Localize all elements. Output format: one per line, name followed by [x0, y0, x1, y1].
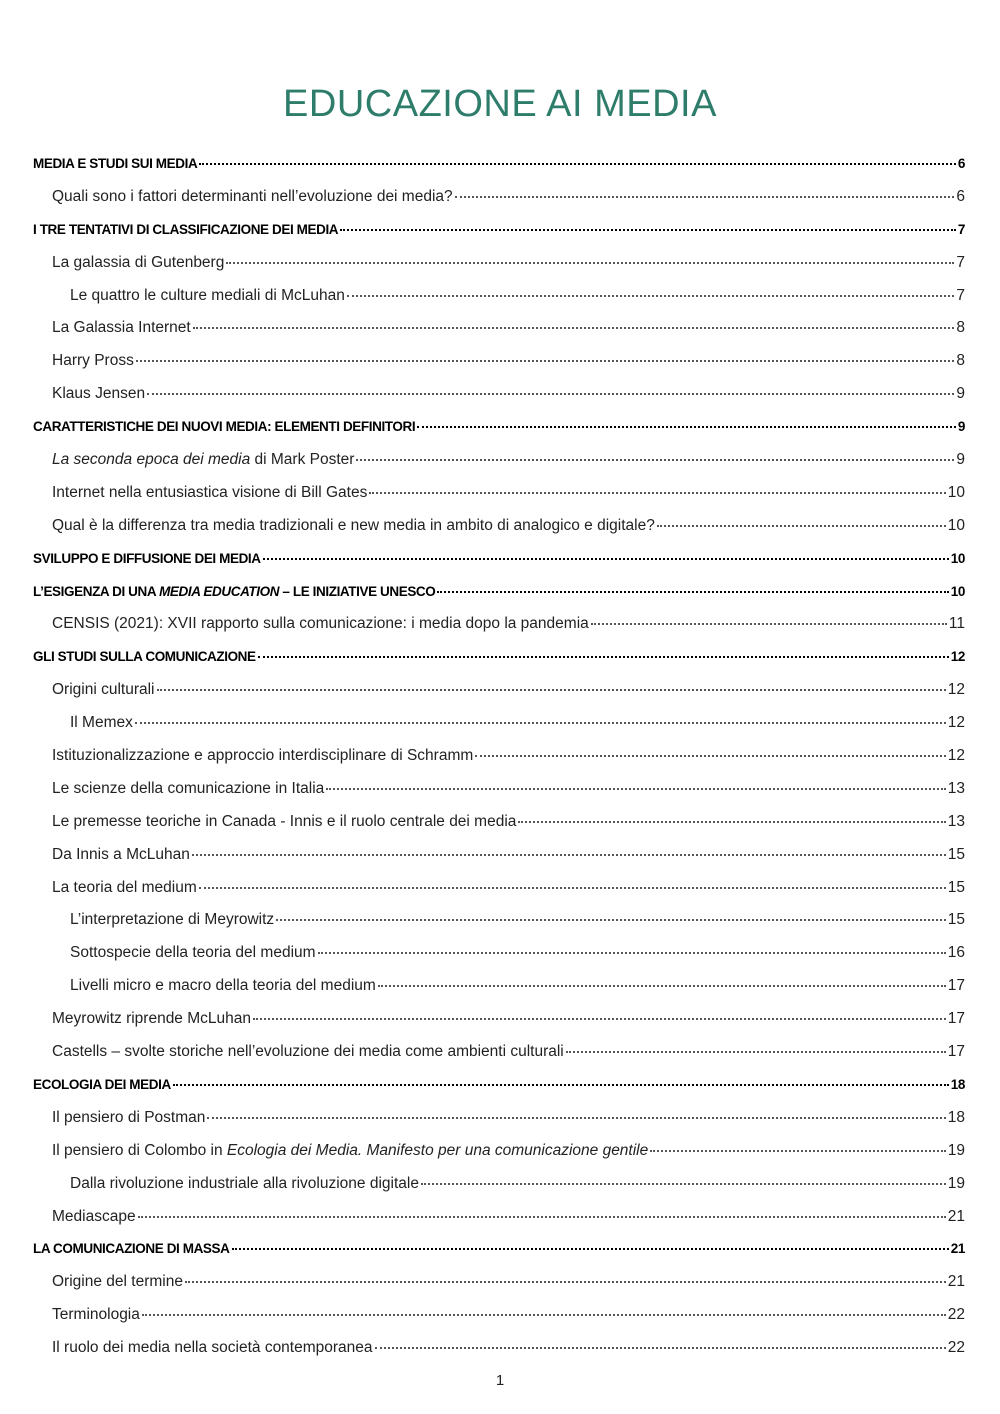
toc-entry-title: Le scienze della comunicazione in Italia: [52, 779, 325, 797]
toc-entry-level-1[interactable]: [33, 641, 965, 674]
toc-entry-level-1[interactable]: [33, 411, 965, 444]
toc-entry-level-1[interactable]: [33, 214, 965, 247]
toc-entry-page: 7: [957, 221, 965, 237]
toc-entry-page: 12: [947, 681, 965, 699]
toc-entry-page: 7: [956, 286, 965, 304]
toc-entry-title: Origini culturali: [52, 681, 155, 699]
toc-entry-level-1[interactable]: [33, 576, 965, 609]
toc-dot-leader: [136, 345, 955, 362]
toc-entry-page: 18: [947, 1108, 965, 1126]
toc-entry-level-3[interactable]: [33, 1168, 965, 1201]
toc-entry-page: 22: [947, 1339, 965, 1357]
toc-entry-page: 16: [947, 944, 965, 962]
toc-dot-leader: [437, 577, 948, 593]
toc-entry-page: 10: [950, 550, 965, 566]
toc-entry-title-rest: – LE INIZIATIVE UNESCO: [279, 583, 436, 599]
toc-entry-page: 21: [947, 1207, 965, 1225]
toc-entry-title: Il ruolo dei media nella società contemporanea: [52, 1339, 373, 1357]
toc-entry-page: 19: [947, 1174, 965, 1192]
toc-dot-leader: [657, 510, 946, 527]
toc-entry-page: 12: [947, 714, 965, 732]
toc-entry-title: Sottospecie della teoria del medium: [70, 944, 316, 962]
toc-entry-title: CARATTERISTICHE DEI NUOVI MEDIA: ELEMENTI DEFINITORI: [33, 419, 416, 435]
toc-entry-title: Istituzionalizzazione e approccio interdisciplinare di Schramm: [52, 747, 474, 765]
toc-entry-title: Internet nella entusiastica visione di Bill Gates: [52, 483, 368, 501]
toc-entry-level-2[interactable]: [33, 444, 965, 477]
toc-dot-leader: [185, 1266, 946, 1283]
toc-dot-leader: [369, 477, 945, 494]
toc-dot-leader: [142, 1299, 946, 1316]
toc-entry-page: 17: [947, 1043, 965, 1061]
toc-entry-page: 8: [956, 352, 965, 370]
toc-entry-level-2[interactable]: [33, 477, 965, 510]
toc-dot-leader: [199, 150, 956, 166]
toc-dot-leader: [253, 1003, 946, 1020]
toc-dot-leader: [138, 1201, 946, 1218]
toc-entry-title: Quali sono i fattori determinanti nell’evoluzione dei media?: [52, 187, 453, 205]
toc-entry-page: 19: [947, 1141, 965, 1159]
toc-dot-leader: [263, 544, 949, 560]
toc-entry-page: 17: [947, 977, 965, 995]
toc-entry-level-2[interactable]: [33, 510, 965, 543]
toc-dot-leader: [135, 707, 946, 724]
toc-dot-leader: [276, 904, 946, 921]
toc-dot-leader: [232, 1235, 949, 1251]
toc-dot-leader: [199, 872, 946, 889]
toc-dot-leader: [207, 1102, 945, 1119]
toc-entry-level-3[interactable]: [33, 970, 965, 1003]
toc-dot-leader: [226, 247, 954, 264]
toc-entry-level-2[interactable]: [33, 806, 965, 839]
toc-entry-page: 7: [956, 253, 965, 271]
toc-entry-title-start: Il pensiero di Colombo in: [52, 1141, 227, 1159]
toc-entry-page: 8: [956, 319, 965, 337]
toc-entry-level-2[interactable]: [33, 1201, 965, 1234]
page-number: 1: [495, 1372, 505, 1389]
toc-dot-leader: [417, 413, 956, 429]
toc-entry-level-2[interactable]: [33, 674, 965, 707]
toc-entry-level-2[interactable]: [33, 1332, 965, 1365]
toc-entry-page: 21: [950, 1241, 965, 1257]
toc-entry-title: [52, 444, 354, 477]
toc-entry-title: Le quattro le culture mediali di McLuhan: [70, 286, 345, 304]
toc-entry-page: 10: [950, 583, 965, 599]
toc-entry-title: MEDIA E STUDI SUI MEDIA: [33, 156, 198, 171]
toc-entry-page: 12: [950, 649, 965, 665]
toc-dot-leader: [347, 280, 955, 297]
toc-entry-title: SVILUPPO E DIFFUSIONE DEI MEDIA: [33, 550, 261, 566]
toc-entry-title: GLI STUDI SULLA COMUNICAZIONE: [33, 649, 256, 665]
toc-entry-page: 13: [947, 812, 965, 830]
toc-dot-leader: [340, 215, 956, 231]
toc-entry-level-3[interactable]: [33, 937, 965, 970]
toc-entry-level-2[interactable]: [33, 1102, 965, 1135]
toc-dot-leader: [566, 1036, 946, 1053]
toc-entry-title: L’interpretazione di Meyrowitz: [70, 911, 275, 929]
toc-entry-level-2[interactable]: [33, 345, 965, 378]
toc-entry-title: [33, 576, 435, 609]
toc-entry-level-2[interactable]: [33, 872, 965, 905]
toc-dot-leader: [318, 937, 946, 954]
toc-entry-page: 22: [947, 1306, 965, 1324]
toc-entry-level-1[interactable]: [33, 543, 965, 576]
toc-entry-level-2[interactable]: [33, 378, 965, 411]
toc-entry-title: Mediascape: [52, 1207, 136, 1225]
toc-entry-level-1[interactable]: [33, 1069, 965, 1102]
table-of-contents: [33, 148, 965, 1365]
toc-dot-leader: [650, 1135, 946, 1152]
document-title: EDUCAZIONE AI MEDIA: [283, 83, 717, 126]
toc-entry-page: 6: [956, 187, 965, 205]
toc-dot-leader: [192, 839, 946, 856]
toc-entry-level-2[interactable]: [33, 247, 965, 280]
toc-entry-title-rest: di Mark Poster: [250, 451, 355, 469]
toc-entry-title: Origine del termine: [52, 1273, 183, 1291]
toc-entry-title-italic: La seconda epoca dei media: [52, 451, 251, 469]
toc-entry-title: La Galassia Internet: [52, 319, 191, 337]
toc-entry-title: Qual è la differenza tra media tradizionali e new media in ambito di analogico e digitale?: [52, 516, 655, 534]
toc-entry-page: 17: [947, 1010, 965, 1028]
toc-entry-page: 9: [957, 419, 965, 435]
toc-entry-level-1[interactable]: [33, 148, 965, 181]
toc-entry-page: 15: [947, 911, 965, 929]
toc-dot-leader: [375, 1332, 946, 1349]
toc-entry-level-2[interactable]: [33, 1036, 965, 1069]
toc-entry-title: Klaus Jensen: [52, 385, 146, 403]
toc-entry-title-start: L’ESIGENZA DI UNA: [33, 583, 160, 599]
toc-entry-level-2[interactable]: [33, 1135, 965, 1168]
toc-dot-leader: [421, 1168, 946, 1185]
toc-entry-title: Harry Pross: [52, 352, 134, 370]
toc-entry-level-2[interactable]: [33, 839, 965, 872]
toc-entry-level-2[interactable]: [33, 1003, 965, 1036]
toc-dot-leader: [193, 312, 955, 329]
toc-dot-leader: [173, 1070, 949, 1086]
toc-dot-leader: [518, 806, 945, 823]
toc-entry-page: 15: [947, 878, 965, 896]
toc-entry-level-2[interactable]: [33, 1266, 965, 1299]
toc-entry-page: 12: [947, 747, 965, 765]
toc-entry-page: 21: [947, 1273, 965, 1291]
toc-dot-leader: [157, 674, 946, 691]
toc-entry-title: I TRE TENTATIVI DI CLASSIFICAZIONE DEI MEDIA: [33, 221, 339, 237]
toc-entry-title: Il Memex: [70, 714, 133, 732]
toc-entry-page: 9: [956, 385, 965, 403]
toc-entry-title: LA COMUNICAZIONE DI MASSA: [33, 1241, 230, 1257]
toc-entry-title: Dalla rivoluzione industriale alla rivoluzione digitale: [70, 1174, 419, 1192]
toc-dot-leader: [378, 970, 946, 987]
toc-entry-title: ECOLOGIA DEI MEDIA: [33, 1076, 171, 1092]
toc-dot-leader: [591, 608, 947, 625]
toc-entry-title: La teoria del medium: [52, 878, 197, 896]
toc-entry-title-italic: MEDIA EDUCATION: [159, 583, 280, 599]
toc-entry-page: 9: [956, 451, 965, 469]
toc-entry-level-2[interactable]: [33, 312, 965, 345]
toc-entry-title: Da Innis a McLuhan: [52, 845, 190, 863]
toc-entry-page: 13: [947, 779, 965, 797]
toc-entry-level-3[interactable]: [33, 707, 965, 740]
toc-entry-level-1[interactable]: [33, 1233, 965, 1266]
toc-entry-level-2[interactable]: [33, 608, 965, 641]
toc-entry-title: CENSIS (2021): XVII rapporto sulla comunicazione: i media dopo la pandemia: [52, 615, 589, 633]
toc-dot-leader: [147, 378, 954, 395]
toc-entry-page: 18: [950, 1076, 965, 1092]
toc-entry-page: 15: [947, 845, 965, 863]
toc-entry-title: Meyrowitz riprende McLuhan: [52, 1010, 252, 1028]
toc-entry-title: Castells – svolte storiche nell’evoluzione dei media come ambienti culturali: [52, 1043, 564, 1061]
toc-entry-title: Terminologia: [52, 1306, 140, 1324]
toc-entry-title: [52, 1135, 648, 1168]
toc-entry-title-italic: Ecologia dei Media. Manifesto per una comunicazione gentile: [226, 1141, 649, 1159]
toc-entry-page: 10: [947, 483, 965, 501]
toc-entry-title: La galassia di Gutenberg: [52, 253, 225, 271]
toc-entry-level-3[interactable]: [33, 280, 965, 313]
toc-dot-leader: [258, 643, 949, 659]
toc-dot-leader: [475, 740, 945, 757]
toc-dot-leader: [455, 181, 955, 198]
toc-entry-level-2[interactable]: [33, 740, 965, 773]
toc-entry-page: 11: [948, 615, 965, 633]
toc-entry-page: 6: [957, 156, 965, 171]
toc-entry-level-3[interactable]: [33, 904, 965, 937]
toc-entry-title: Livelli micro e macro della teoria del medium: [70, 977, 376, 995]
toc-dot-leader: [326, 773, 945, 790]
toc-entry-page: 10: [947, 516, 965, 534]
toc-entry-title: Il pensiero di Postman: [52, 1108, 206, 1126]
toc-entry-level-2[interactable]: [33, 773, 965, 806]
toc-entry-level-2[interactable]: [33, 181, 965, 214]
toc-entry-level-2[interactable]: [33, 1299, 965, 1332]
toc-dot-leader: [356, 444, 954, 461]
toc-entry-title: Le premesse teoriche in Canada - Innis e il ruolo centrale dei media: [52, 812, 517, 830]
